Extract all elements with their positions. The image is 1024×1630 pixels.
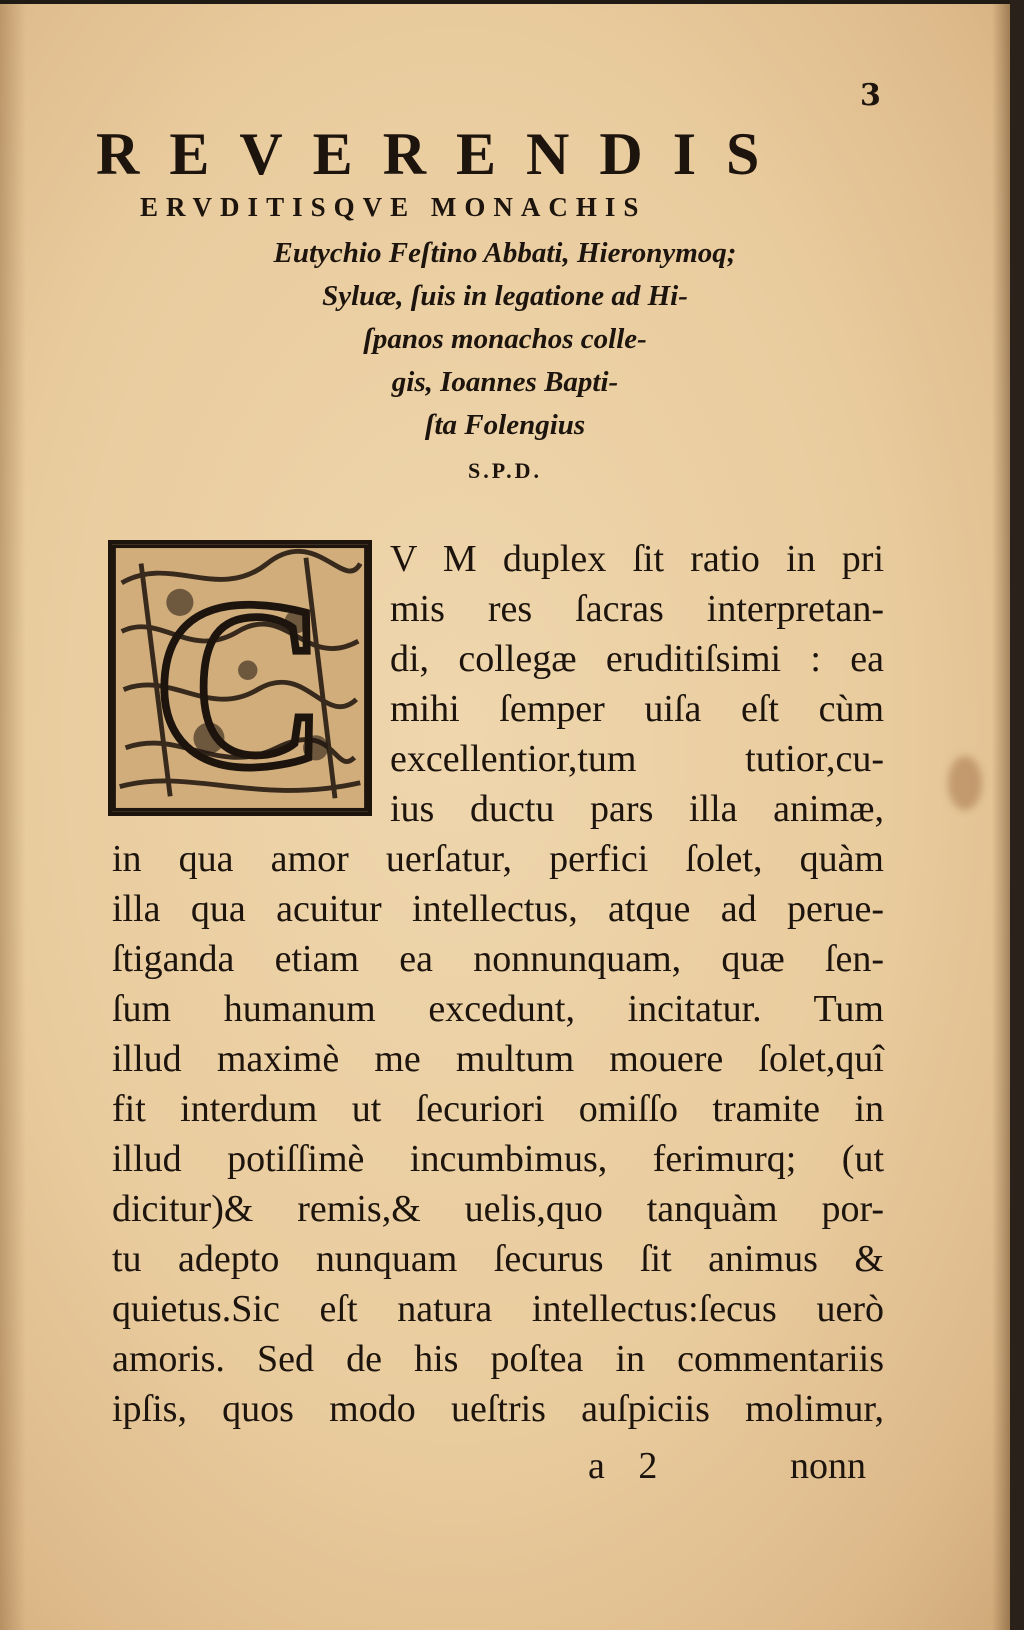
text-line: tu adepto nunquam ſecurus ſit animus & [112, 1238, 884, 1280]
text-line: ſtiganda etiam ea nonnunquam, quæ ſen- [112, 938, 884, 980]
text-line: amoris. Sed de his poſtea in commentariis [112, 1338, 884, 1380]
catchword: nonn [790, 1445, 866, 1487]
book-page [0, 4, 1010, 1630]
dedication-line: Syluæ, ſuis in legatione ad Hi- [322, 280, 688, 312]
text-line: dicitur)& remis,& uelis,quo tanquàm por- [112, 1188, 884, 1230]
text-line: V M duplex ſit ratio in pri [390, 538, 884, 580]
paper-stain [948, 756, 982, 810]
text-line: excellentior,tum tutior,cu- [390, 738, 884, 780]
dedication-line: ſta Folengius [424, 409, 586, 441]
book-edge [1010, 0, 1024, 1630]
page-footer [0, 1444, 1010, 1494]
salutation: S.P.D. [467, 458, 543, 483]
text-line: mis res ſacras interpretan- [390, 588, 884, 630]
text-line: di, collegæ eruditiſsimi : ea [390, 638, 884, 680]
text-line: in qua amor uerſatur, perfici ſolet, quàm [112, 838, 884, 880]
text-line: mihi ſemper uiſa eſt cùm [390, 688, 884, 730]
initial-letter: C [152, 550, 328, 812]
dedication-line: gis, Ioannes Bapti- [391, 366, 619, 398]
text-line: fit interdum ut ſecuriori omiſſo tramite in [112, 1088, 884, 1130]
dedication-block [0, 232, 1010, 492]
folio-number: 3 [860, 78, 881, 113]
page-title: REVERENDIS [96, 121, 790, 187]
text-line: quietus.Sic eſt natura intellectus:ſecus uerò [112, 1288, 884, 1330]
body-text [112, 534, 884, 1434]
dedication-line: ſpanos monachos colle- [363, 323, 647, 355]
page-subtitle: ERVDITISQVE MONACHIS [140, 192, 647, 222]
text-line: ipſis, quos modo ueſtris auſpiciis molimur, [112, 1388, 884, 1430]
text-line: illa qua acuitur intellectus, atque ad perue- [112, 888, 884, 930]
text-line: illud maximè me multum mouere ſolet,quî [112, 1038, 884, 1080]
dedication-line: Eutychio Feſtino Abbati, Hieronymoq; [273, 237, 737, 269]
text-line: ius ductu pars illa animæ, [390, 788, 884, 830]
text-line: illud potiſſimè incumbimus, ferimurq; (ut [112, 1138, 884, 1180]
signature-mark: a 2 [588, 1445, 670, 1487]
text-line: ſum humanum excedunt, incitatur. Tum [112, 988, 884, 1030]
